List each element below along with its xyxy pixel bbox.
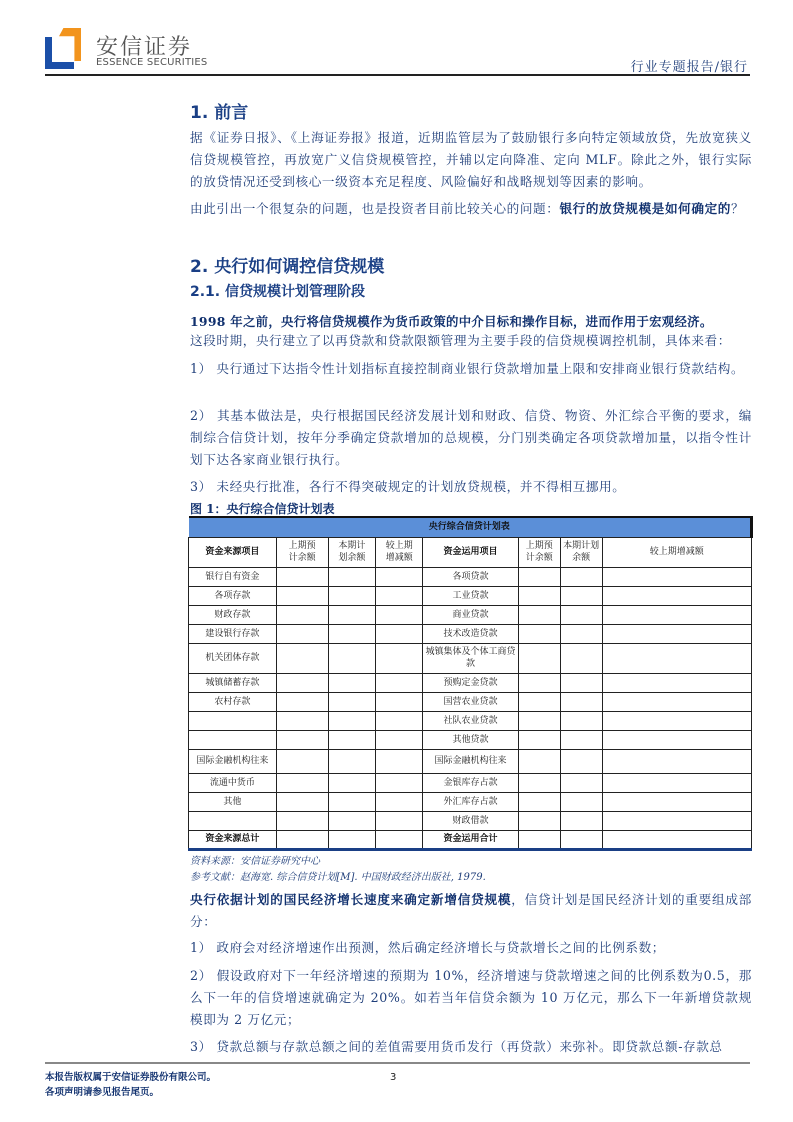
- section-1-paragraph-1: 据《证券日报》、《上海证券报》报道，近期监管层为了鼓励银行多向特定领域放贷，先放宽狭义信贷规模管控，再放宽广义信贷规模管控，并辅以定向降准、定向 MLF。除此之外，银行实际的放贷情况还受到核心一级资本充足程度、风险偏好和战略规划等因素的影响。: [190, 130, 752, 189]
- list-item-1b: 1） 政府会对经济增速作出预测，然后确定经济增长与贷款增长之间的比例系数；: [190, 940, 665, 955]
- brand-name-en: ESSENCE SECURITIES: [96, 57, 208, 68]
- table-row: 其他 外汇库存占款: [189, 792, 752, 811]
- list-item-2: 2） 其基本做法是，央行根据国民经济发展计划和财政、信贷、物资、外汇综合平衡的要求，编制综合信贷计划，按年分季确定贷款增加的总规模，分门别类确定各项贷款增加量，以指令性计划下达各家商业银行执行。: [190, 408, 752, 467]
- header-use-prev-balance: 上期预 计余额: [518, 537, 560, 567]
- question-lead: 由此引出一个很复杂的问题，也是投资者目前比较关心的问题：: [190, 201, 560, 216]
- table-header-row: [189, 537, 752, 567]
- header-use-item: 资金运用项目: [423, 537, 519, 567]
- section-2-1-title: 2.1. 信贷规模计划管理阶段: [190, 284, 365, 300]
- section-2-title: 2. 央行如何调控信贷规模: [190, 257, 385, 277]
- question-tail: ？: [730, 201, 745, 216]
- list-item-1: 1） 央行通过下达指令性计划指标直接控制商业银行贷款增加量上限和安排商业银行贷款结构。: [190, 361, 745, 376]
- table-row: 国际金融机构往来 国际金融机构往来: [189, 749, 752, 773]
- credit-plan-table: [188, 516, 753, 851]
- section-1-title: 1. 前言: [190, 103, 249, 123]
- after-table-paragraph: [190, 889, 752, 933]
- section-1-paragraph-2: [190, 198, 752, 220]
- table-row: 财政借款: [189, 811, 752, 830]
- section-2-1-key-point: 1998 年之前，央行将信贷规模作为货币政策的中介目标和操作目标，进而作用于宏观经济。: [190, 314, 713, 329]
- list-item-3b: 3） 贷款总额与存款总额之间的差值需要用货币发行（再贷款）来弥补。即贷款总额-存款总: [190, 1039, 723, 1054]
- header-use-change: 较上期增减额: [602, 537, 751, 567]
- page-number: 3: [390, 1072, 397, 1083]
- figure-1-title: 图 1：央行综合信贷计划表: [190, 502, 335, 516]
- section-2-1-intro: 这段时期，央行建立了以再贷款和贷款限额管理为主要手段的信贷规模调控机制，具体来看：: [190, 333, 731, 348]
- table-row: 城镇储蓄存款 预购定金贷款: [189, 673, 752, 692]
- table-title: 央行综合信贷计划表: [189, 517, 752, 537]
- table-row: 机关团体存款 城镇集体及个体工商贷款: [189, 643, 752, 673]
- footer-copyright: 本报告版权属于安信证券股份有限公司。: [45, 1072, 217, 1083]
- header-plan-balance: 本期计 划余额: [328, 537, 376, 567]
- brand-name-cn: 安信证券: [96, 35, 193, 60]
- figure-source: 资料来源：安信证券研究中心: [190, 856, 320, 867]
- header-prev-balance: 上期预 计余额: [276, 537, 328, 567]
- table-row: 建设银行存款 技术改造贷款: [189, 624, 752, 643]
- footer-disclaimer: [45, 1070, 216, 1100]
- table-title-row: [189, 517, 752, 537]
- list-item-2b: 2） 假设政府对下一年经济增速的预期为 10%，经济增速与贷款增速之间的比例系数为0.5，那么下一年的信贷增速就确定为 20%。如若当年信贷余额为 10 万亿元，那么下一年新增贷款规模即为 2 万亿元；: [190, 968, 752, 1027]
- key-point-bold: 央行依据计划的国民经济增长速度来确定新增信贷规模: [190, 892, 512, 907]
- header-change: 较上期 增减额: [376, 537, 423, 567]
- key-point-tail: ，信贷计划是国民经济计划的重要组成部分：: [190, 892, 752, 929]
- header-use-plan-balance: 本期计划 余额: [560, 537, 602, 567]
- table-row: 财政存款 商业贷款: [189, 605, 752, 624]
- table-row: 各项存款 工业贷款: [189, 586, 752, 605]
- figure-reference: 参考文献：赵海宽. 综合信贷计划[M]. 中国财政经济出版社, 1979.: [190, 872, 486, 883]
- table-row: 其他贷款: [189, 730, 752, 749]
- table-total-row: 资金来源总计 资金运用合计: [189, 830, 752, 849]
- question-bold: 银行的放贷规模是如何确定的: [559, 201, 731, 216]
- report-type: 行业专题报告/银行: [630, 60, 748, 75]
- footer-notice: 各项声明请参见报告尾页。: [45, 1087, 160, 1098]
- header-source-item: 资金来源项目: [189, 537, 277, 567]
- essence-logo-icon: [45, 28, 81, 70]
- table-row: 社队农业贷款: [189, 711, 752, 730]
- table-row: 农村存款 国营农业贷款: [189, 692, 752, 711]
- footer-divider: [45, 1062, 750, 1064]
- table-row: 银行自有资金 各项贷款: [189, 567, 752, 586]
- list-item-3: 3） 未经央行批准，各行不得突破规定的计划放贷规模，并不得相互挪用。: [190, 479, 626, 494]
- table-row: 流通中货币 金银库存占款: [189, 773, 752, 792]
